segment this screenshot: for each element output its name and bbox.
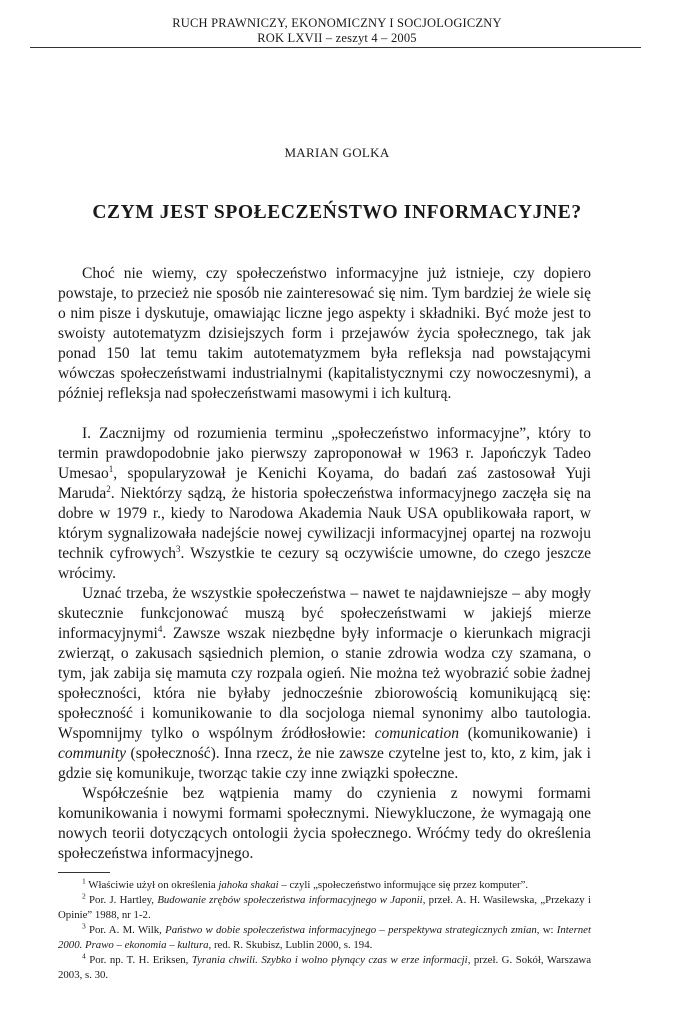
footnote-text: – czyli „społeczeństwo informujące się przez komputer”. (278, 879, 529, 891)
footnotes (58, 878, 591, 983)
footnote-work-title: Tyrania chwili. Szybko i wolno płynący czas w erze informacji (191, 954, 468, 966)
footnote-number: 2 (82, 891, 86, 901)
term-community: community (58, 745, 127, 762)
paragraph-societies (58, 584, 591, 784)
footnote-2 (58, 893, 591, 923)
footnote-work-title: Internet 2000. Prawo – ekonomia – kultura (58, 924, 591, 951)
footnote-text: , w: (536, 924, 557, 936)
footnote-3 (58, 923, 591, 953)
article-body (58, 264, 591, 864)
footnote-number: 3 (82, 921, 86, 931)
text-segment: I. Zacznijmy od rozumienia terminu „społeczeństwo informacyjne”, który to termin prawdopodobnie jako pierwszy zaproponował w 1963 r. Japończyk Tadeo Umesao (58, 425, 591, 482)
footnote-text: Właściwie użył on określenia (85, 879, 219, 891)
author-name: MARIAN GOLKA (284, 145, 390, 160)
footnote-work-title: Budowanie zrębów społeczeństwa informacyjnego w Japonii (157, 894, 423, 906)
footnote-text: Por. J. Hartley, (85, 894, 158, 906)
text-segment: , spopularyzował je Kenichi Koyama, do badań zaś zastosował Yuji Maruda (58, 465, 591, 502)
journal-title: RUCH PRAWNICZY, EKONOMICZNY I SOCJOLOGICZNY (172, 16, 502, 30)
header-divider (30, 47, 641, 48)
footnote-1 (58, 878, 591, 893)
journal-header (0, 16, 674, 46)
paragraph-contemporary: Współcześnie bez wątpienia mamy do czynienia z nowymi formami komunikowania i nowymi formami społecznymi. Niewykluczone, że wymagają one nowych teorii dotyczących ontologii życia społecznego. Wróćmy tedy do określenia społeczeństwa informacyjnego. (58, 785, 591, 862)
footnote-text: , przeł. A. H. Wasilewska, „Przekazy i Opinie” 1988, nr 1-2. (58, 894, 591, 921)
footnote-text: Por. A. M. Wilk, (85, 924, 166, 936)
footnote-number: 1 (82, 876, 86, 886)
article-title: CZYM JEST SPOŁECZEŃSTWO INFORMACYJNE? (92, 202, 582, 223)
paragraph-intro: Choć nie wiemy, czy społeczeństwo informacyjne już istnieje, czy dopiero powstaje, to przecież nie sposób nie zainteresować się nim. Tym bardziej że wiele się o nim pisze i dyskutuje, omawiając liczne jego aspekty i składniki. Być może jest to swoisty autotematyzm dzisiejszych form i przejawów życia społecznego, tak jak ponad 150 lat temu takim autotematyzmem była refleksja nad powstającymi wówczas społeczeństwami industrialnymi (kapitalistycznymi czy nowoczesnymi), a później refleksja nad społeczeństwami masowymi i ich kulturą. (58, 265, 591, 402)
footnote-text: Por. np. T. H. Eriksen, (85, 954, 192, 966)
footnote-ref-3[interactable]: 3 (175, 543, 181, 554)
footnote-ref-4[interactable]: 4 (157, 623, 163, 634)
footnote-text: , red. R. Skubisz, Lublin 2000, s. 194. (208, 939, 373, 951)
text-segment: . Zawsze wszak niezbędne były informacje o kierunkach migracji zwierząt, o zakusach sąsiednich plemion, o stanie zdrowia wodza czy szamana, o tym, jak zabija się mamuta czy rozpala ogień. Nie można też wyobrazić sobie żadnej społeczności, która nie byłaby jednocześnie zbiorowością komunikującą się: społeczność i komunikowanie to dla socjologa niemal synonimy albo tautologia. Wspomnijmy tylko o wspólnym źródłosłowie: (58, 625, 591, 742)
text-segment: (komunikowanie) i (459, 725, 591, 742)
footnote-4 (58, 953, 591, 983)
footnote-term: jahoka shakai (218, 879, 279, 891)
text-segment: . Wszystkie te cezury są oczywiście umowne, do czego jeszcze wrócimy. (58, 545, 591, 582)
footnote-work-title: Państwo w dobie społeczeństwa informacyjnego – perspektywa strategicznych zmian (165, 924, 537, 936)
footnote-divider (58, 872, 110, 873)
footnote-ref-1[interactable]: 1 (108, 463, 114, 474)
journal-issue: ROK LXVII – zeszyt 4 – 2005 (257, 31, 417, 45)
footnote-text: , przeł. G. Sokół, Warszawa 2003, s. 30. (58, 954, 591, 981)
footnote-number: 4 (82, 951, 86, 961)
text-segment: . Niektórzy sądzą, że historia społeczeństwa informacyjnego zaczęła się na dobre w 1979 r., kiedy to Narodowa Akademia Nauk USA opublikowała raport, w którym sygnalizowała nadejście nowej cywilizacji informacyjnej opartej na rozwoju technik cyfrowych (58, 485, 591, 562)
paragraph-section-1 (58, 424, 591, 584)
text-segment: (społeczność). Inna rzecz, że nie zawsze czytelne jest to, kto, z kim, jak i gdzie się komunikuje, tworząc takie czy inne związki społeczne. (58, 745, 591, 782)
term-communication: comunication (374, 725, 460, 742)
footnote-ref-2[interactable]: 2 (106, 483, 111, 494)
text-segment: Uznać trzeba, że wszystkie społeczeństwa – nawet te najdawniejsze – aby mogły skutecznie funkcjonować muszą być społeczeństwami w jakiejś mierze informacyjnymi (58, 585, 591, 642)
